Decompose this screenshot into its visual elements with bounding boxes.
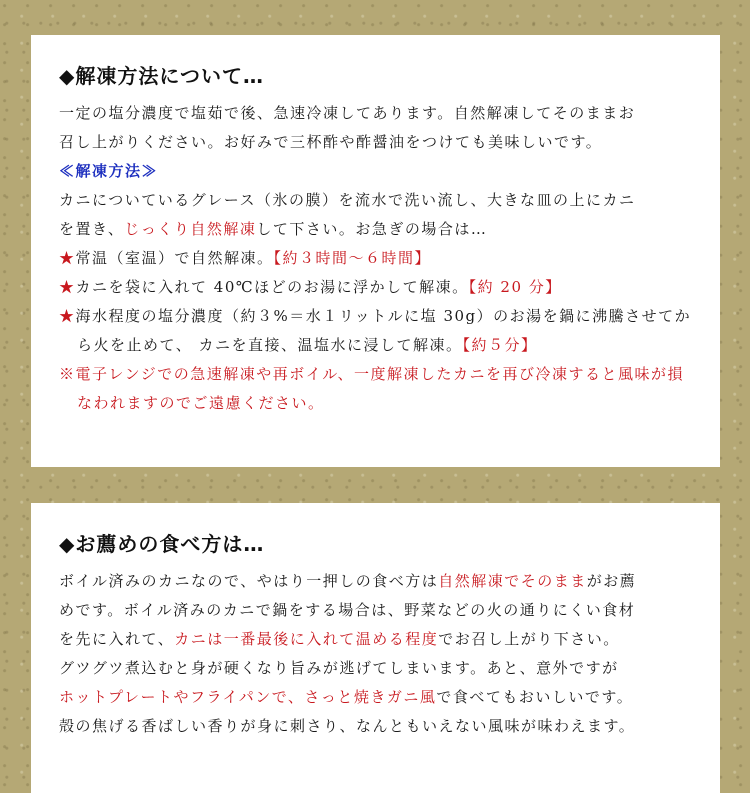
thawing-card	[31, 35, 720, 467]
item-text: カニを袋に入れて 40℃ほどのお湯に浮かして解凍。	[75, 278, 469, 296]
text: でお召し上がり下さい。	[438, 630, 620, 648]
method-label: ≪解凍方法≫	[59, 162, 159, 180]
serving-card	[31, 503, 720, 793]
method-item-warm-water	[59, 273, 700, 302]
method-item-salt-water	[59, 302, 700, 360]
serving-line	[59, 625, 700, 654]
serving-line: めです。ボイル済みのカニで鍋をする場合は、野菜などの火の通りにくい食材	[59, 601, 636, 619]
thawing-heading: ◆解凍方法について…	[59, 64, 264, 88]
serving-line	[59, 683, 700, 712]
text: で食べてもおいしいです。	[436, 688, 634, 706]
text: して下さい。お急ぎの場合は…	[256, 220, 488, 238]
item-text: 常温（室温）で自然解凍。	[75, 249, 274, 267]
text: を置き、	[59, 220, 125, 238]
method-line	[59, 215, 700, 244]
serving-line	[59, 567, 700, 596]
star-icon: ★	[59, 307, 76, 325]
thawing-intro	[59, 99, 700, 418]
intro-line: 召し上がりください。お好みで三杯酢や酢醤油をつけても美味しいです。	[59, 133, 603, 151]
emphasis-text: ホットプレートやフライパンで、さっと焼きガニ風	[59, 688, 437, 706]
serving-line: グツグツ煮込むと身が硬くなり旨みが逃げてしまいます。あと、意外ですが	[59, 659, 619, 677]
text: を先に入れて、	[59, 630, 175, 648]
emphasis-text: カニは一番最後に入れて温める程度	[174, 630, 439, 648]
serving-heading: ◆お薦めの食べ方は…	[59, 532, 265, 556]
emphasis-text: じっくり自然解凍	[124, 220, 257, 238]
item-time: 【約３時間～６時間】	[273, 249, 432, 267]
emphasis-text: 自然解凍でそのまま	[438, 572, 587, 590]
method-item-room-temp	[59, 244, 700, 273]
star-icon: ★	[59, 249, 76, 267]
text: がお薦	[586, 572, 637, 590]
item-text: 海水程度の塩分濃度（約３%＝水１リットルに塩 30g）のお湯を鍋に沸騰させてから火を止めて、 カニを直接、温塩水に浸して解凍。	[75, 307, 692, 354]
text: ボイル済みのカニなので、やはり一押しの食べ方は	[59, 572, 439, 590]
warning-note: ※電子レンジでの急速解凍や再ボイル、一度解凍したカニを再び冷凍すると風味が損なわれますのでご遠慮ください。	[59, 365, 685, 412]
star-icon: ★	[59, 278, 76, 296]
item-time: 【約 20 分】	[468, 278, 562, 296]
serving-body	[59, 567, 700, 741]
item-time: 【約５分】	[462, 336, 538, 354]
intro-line: 一定の塩分濃度で塩茹で後、急速冷凍してあります。自然解凍してそのままお	[59, 104, 636, 122]
method-line: カニについているグレース（氷の膜）を流水で洗い流し、大きな皿の上にカニ	[59, 191, 636, 209]
serving-line: 殻の焦げる香ばしい香りが身に刺さり、なんともいえない風味が味わえます。	[59, 717, 636, 735]
